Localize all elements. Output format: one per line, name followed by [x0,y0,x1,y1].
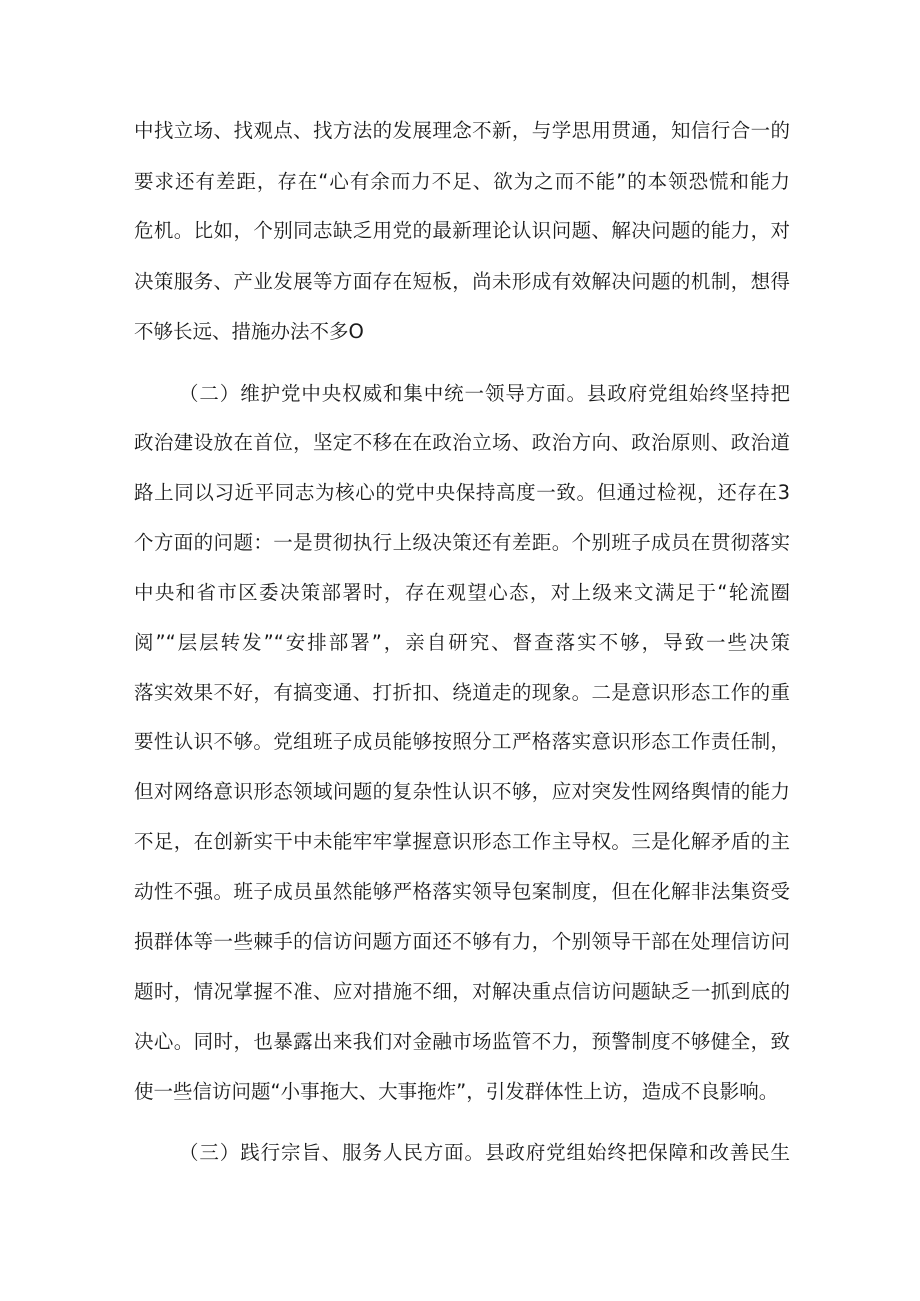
text-line: 不足，在创新实干中未能牢牢掌握意识形态工作主导权。三是化解矛盾的主 [134,830,790,853]
text-line: 政治建设放在首位，坚定不移在在政治立场、政治方向、政治原则、政治道 [134,431,790,454]
text-line: 中找立场、找观点、找方法的发展理念不新，与学思用贯通，知信行合一的 [134,119,790,142]
text-line: 不够长远、措施办法不多O [134,320,364,343]
section-heading-line: （二）维护党中央权威和集中统一领导方面。县政府党组始终坚持把 [179,382,790,405]
text-line: 决策服务、产业发展等方面存在短板，尚未形成有效解决问题的机制，想得 [134,270,790,293]
text-line: 路上同以习近平同志为核心的党中央保持高度一致。但通过检视，还存在3 [134,481,790,504]
section-heading-line: （三）践行宗旨、服务人民方面。县政府党组始终把保障和改善民生 [179,1141,790,1164]
text-line: 中央和省市区委决策部署时，存在观望心态，对上级来文满足于“轮流圈 [134,581,790,604]
text-line: 要求还有差距，存在“心有余而力不足、欲为之而不能”的本领恐慌和能力 [134,170,790,193]
text-line: 落实效果不好，有搞变通、打折扣、绕道走的现象。二是意识形态工作的重 [134,681,790,704]
text-line: 使一些信访问题“小事拖大、大事拖炸”，引发群体性上访，造成不良影响。 [134,1080,779,1103]
text-line: 阅”“层层转发”“安排部署”，亲自研究、督查落实不够，导致一些决策 [134,631,790,654]
text-line: 个方面的问题：一是贯彻执行上级决策还有差距。个别班子成员在贯彻落实 [134,531,790,554]
text-line: 决心。同时，也暴露出来我们对金融市场监管不力，预警制度不够健全，致 [134,1030,790,1053]
text-line: 动性不强。班子成员虽然能够严格落实领导包案制度，但在化解非法集资受 [134,880,790,903]
text-line: 危机。比如，个别同志缺乏用党的最新理论认识问题、解决问题的能力，对 [134,219,790,242]
text-line: 损群体等一些棘手的信访问题方面还不够有力，个别领导干部在处理信访问 [134,930,790,953]
text-line: 但对网络意识形态领域问题的复杂性认识不够，应对突发性网络舆情的能力 [134,780,790,803]
text-line: 题时，情况掌握不准、应对措施不细，对解决重点信访问题缺乏一抓到底的 [134,980,790,1003]
text-line: 要性认识不够。党组班子成员能够按照分工严格落实意识形态工作责任制， [134,730,790,753]
